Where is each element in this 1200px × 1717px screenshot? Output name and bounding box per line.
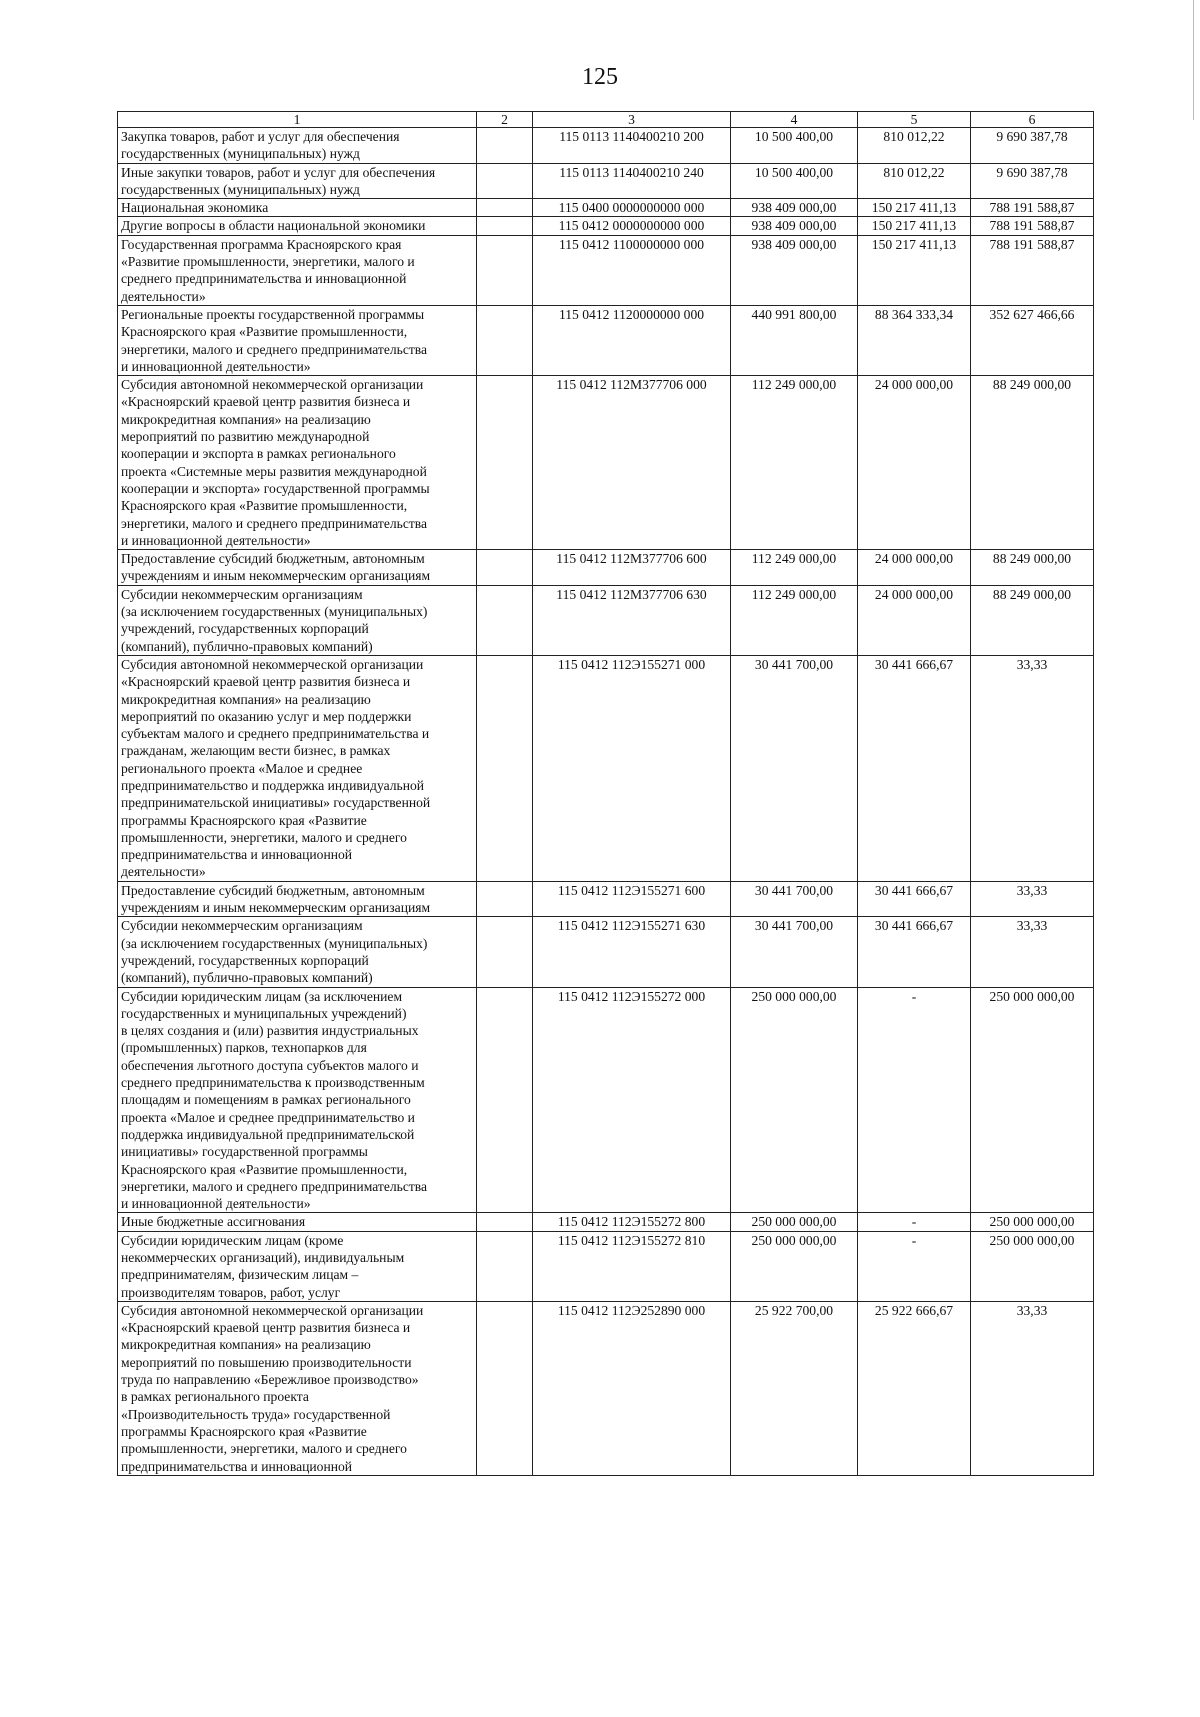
row-amount-remaining: 9 690 387,78: [971, 163, 1094, 199]
row-name-line: (компаний), публично-правовых компаний): [121, 970, 373, 986]
row-code-cell: 115 0412 112Э155271 600: [533, 881, 731, 917]
row-name-line: деятельности»: [121, 288, 206, 304]
row-name-line: среднего предпринимательства и инновационной: [121, 271, 407, 287]
row-amount-remaining: 250 000 000,00: [971, 1213, 1094, 1231]
row-name-cell: [118, 987, 477, 1213]
row-amount-executed: 25 922 666,67: [858, 1301, 971, 1475]
row-name-line: регионального проекта «Малое и среднее: [121, 760, 363, 776]
row-name-line: обеспечения льготного доступа субъектов малого и: [121, 1057, 419, 1073]
row-name-cell: [118, 376, 477, 550]
row-name-line: (за исключением государственных (муниципальных): [121, 604, 428, 620]
row-name-line: государственных (муниципальных) нужд: [121, 146, 360, 162]
row-name-line: Иные закупки товаров, работ и услуг для обеспечения: [121, 164, 436, 180]
row-name-line: предпринимательства и инновационной: [121, 847, 353, 863]
header-cell: 4: [731, 112, 858, 128]
row-name-line: некоммерческих организаций), индивидуальным: [121, 1250, 405, 1265]
row-name-cell: [118, 585, 477, 655]
row-name-cell: [118, 163, 477, 199]
row-name-line: среднего предпринимательства к производственным: [121, 1075, 425, 1091]
row-name-line: Красноярского края «Развитие промышленности,: [121, 1161, 408, 1177]
row-name-line: Иные бюджетные ассигнования: [121, 1214, 306, 1230]
row-code-cell: 115 0113 1140400210 200: [533, 128, 731, 164]
row-col2-cell: [477, 917, 533, 987]
row-name-line: Красноярского края «Развитие промышленности,: [121, 498, 408, 514]
row-name-line: «Красноярский краевой центр развития бизнеса и: [121, 1320, 411, 1336]
row-name-line: энергетики, малого и среднего предпринимательства: [121, 1178, 428, 1194]
header-cell: 2: [477, 112, 533, 128]
row-name-line: проекта «Системные меры развития международной: [121, 463, 427, 479]
budget-table: [117, 111, 1094, 1476]
header-cell: 3: [533, 112, 731, 128]
row-amount-executed: 88 364 333,34: [858, 305, 971, 375]
row-amount-remaining: 250 000 000,00: [971, 987, 1094, 1213]
row-amount-planned: 30 441 700,00: [731, 881, 858, 917]
row-name-line: инициативы» государственной программы: [121, 1144, 368, 1160]
row-name-line: программы Красноярского края «Развитие: [121, 812, 367, 828]
row-name-line: промышленности, энергетики, малого и среднего: [121, 1441, 407, 1457]
row-name-line: энергетики, малого и среднего предпринимательства: [121, 341, 428, 357]
row-code-cell: 115 0412 112М377706 600: [533, 550, 731, 586]
row-name-line: предпринимательства и инновационной: [121, 1458, 353, 1474]
row-name-line: и инновационной деятельности»: [121, 1196, 311, 1212]
row-col2-cell: [477, 987, 533, 1213]
table-row: [118, 917, 1094, 987]
row-amount-remaining: 88 249 000,00: [971, 550, 1094, 586]
row-amount-planned: 250 000 000,00: [731, 1213, 858, 1231]
row-code-cell: 115 0400 0000000000 000: [533, 199, 731, 217]
row-code-cell: 115 0412 112М377706 000: [533, 376, 731, 550]
row-name-line: учреждений, государственных корпораций: [121, 621, 369, 637]
row-name-cell: [118, 1213, 477, 1231]
row-name-cell: [118, 1231, 477, 1301]
row-amount-executed: -: [858, 987, 971, 1213]
table-row: [118, 585, 1094, 655]
row-name-line: Субсидия автономной некоммерческой организации: [121, 377, 424, 393]
row-amount-planned: 938 409 000,00: [731, 217, 858, 235]
row-name-line: Субсидия автономной некоммерческой организации: [121, 1302, 424, 1318]
row-code-cell: 115 0412 112Э252890 000: [533, 1301, 731, 1475]
row-amount-planned: 10 500 400,00: [731, 163, 858, 199]
row-col2-cell: [477, 1213, 533, 1231]
row-amount-remaining: 250 000 000,00: [971, 1231, 1094, 1301]
row-amount-executed: 810 012,22: [858, 128, 971, 164]
row-amount-executed: 24 000 000,00: [858, 376, 971, 550]
row-name-line: программы Красноярского края «Развитие: [121, 1423, 367, 1439]
row-name-line: предпринимательской инициативы» государственной: [121, 795, 431, 811]
row-amount-remaining: 88 249 000,00: [971, 376, 1094, 550]
row-name-line: государственных и муниципальных учреждений): [121, 1005, 407, 1021]
row-amount-executed: 150 217 411,13: [858, 199, 971, 217]
row-name-line: деятельности»: [121, 864, 206, 880]
table-row: [118, 376, 1094, 550]
row-name-line: учреждениям и иным некоммерческим организациям: [121, 900, 431, 916]
row-name-line: мероприятий по повышению производительности: [121, 1354, 412, 1370]
row-amount-planned: 250 000 000,00: [731, 1231, 858, 1301]
row-name-cell: [118, 655, 477, 881]
row-name-line: микрокредитная компания» на реализацию: [121, 1337, 371, 1353]
row-name-line: в рамках регионального проекта: [121, 1389, 309, 1405]
row-name-line: кооперации и экспорта в рамках регионального: [121, 446, 396, 462]
row-name-line: и инновационной деятельности»: [121, 358, 311, 374]
row-name-cell: [118, 305, 477, 375]
row-amount-executed: 30 441 666,67: [858, 881, 971, 917]
row-name-line: площадям и помещениям в рамках регионального: [121, 1092, 411, 1108]
table-row: [118, 1213, 1094, 1231]
row-col2-cell: [477, 217, 533, 235]
row-amount-executed: 30 441 666,67: [858, 655, 971, 881]
row-col2-cell: [477, 128, 533, 164]
row-amount-planned: 440 991 800,00: [731, 305, 858, 375]
row-col2-cell: [477, 235, 533, 305]
row-name-line: мероприятий по развитию международной: [121, 429, 370, 445]
row-col2-cell: [477, 881, 533, 917]
row-name-line: предпринимателям, физическим лицам –: [121, 1267, 359, 1283]
row-amount-planned: 938 409 000,00: [731, 199, 858, 217]
row-amount-planned: 25 922 700,00: [731, 1301, 858, 1475]
row-col2-cell: [477, 550, 533, 586]
row-name-line: гражданам, желающим вести бизнес, в рамках: [121, 743, 391, 759]
table-header-row: [118, 112, 1094, 128]
row-amount-remaining: 788 191 588,87: [971, 235, 1094, 305]
row-name-line: промышленности, энергетики, малого и среднего: [121, 829, 407, 845]
row-name-line: Региональные проекты государственной программы: [121, 306, 425, 322]
row-amount-planned: 112 249 000,00: [731, 550, 858, 586]
row-name-line: поддержка индивидуальной предпринимательской: [121, 1126, 415, 1142]
row-amount-remaining: 33,33: [971, 655, 1094, 881]
row-amount-executed: -: [858, 1231, 971, 1301]
row-name-line: Субсидии юридическим лицам (за исключением: [121, 988, 403, 1004]
row-name-line: (за исключением государственных (муниципальных): [121, 935, 428, 951]
row-name-line: Субсидия автономной некоммерческой организации: [121, 656, 424, 672]
table-row: [118, 987, 1094, 1213]
row-amount-executed: 810 012,22: [858, 163, 971, 199]
row-code-cell: 115 0412 1100000000 000: [533, 235, 731, 305]
row-name-line: Закупка товаров, работ и услуг для обеспечения: [121, 129, 400, 144]
table-row: [118, 235, 1094, 305]
row-col2-cell: [477, 585, 533, 655]
row-name-line: Предоставление субсидий бюджетным, автономным: [121, 882, 425, 898]
row-code-cell: 115 0412 112Э155272 800: [533, 1213, 731, 1231]
row-amount-executed: 24 000 000,00: [858, 550, 971, 586]
row-name-line: (промышленных) парков, технопарков для: [121, 1040, 367, 1056]
table-row: [118, 217, 1094, 235]
table-row: [118, 128, 1094, 164]
table-row: [118, 305, 1094, 375]
row-name-cell: [118, 550, 477, 586]
row-amount-remaining: 88 249 000,00: [971, 585, 1094, 655]
row-name-cell: [118, 217, 477, 235]
row-name-line: учреждений, государственных корпораций: [121, 952, 369, 968]
row-name-line: (компаний), публично-правовых компаний): [121, 638, 373, 654]
row-col2-cell: [477, 655, 533, 881]
row-amount-executed: 150 217 411,13: [858, 217, 971, 235]
row-amount-remaining: 33,33: [971, 881, 1094, 917]
row-name-line: «Развитие промышленности, энергетики, малого и: [121, 254, 415, 270]
row-name-line: труда по направлению «Бережливое производство»: [121, 1372, 419, 1388]
row-name-line: предпринимательство и поддержка индивидуальной: [121, 777, 425, 793]
header-cell: 6: [971, 112, 1094, 128]
row-name-line: кооперации и экспорта» государственной программы: [121, 480, 430, 496]
row-amount-planned: 30 441 700,00: [731, 917, 858, 987]
row-col2-cell: [477, 1231, 533, 1301]
row-name-line: «Красноярский краевой центр развития бизнеса и: [121, 674, 411, 690]
row-amount-remaining: 33,33: [971, 917, 1094, 987]
row-amount-planned: 30 441 700,00: [731, 655, 858, 881]
table-row: [118, 199, 1094, 217]
scan-edge-line: [1193, 0, 1194, 120]
row-amount-planned: 250 000 000,00: [731, 987, 858, 1213]
row-name-line: микрокредитная компания» на реализацию: [121, 411, 371, 427]
row-code-cell: 115 0412 1120000000 000: [533, 305, 731, 375]
row-col2-cell: [477, 1301, 533, 1475]
row-amount-executed: -: [858, 1213, 971, 1231]
row-name-line: мероприятий по оказанию услуг и мер поддержки: [121, 708, 412, 724]
row-name-cell: [118, 128, 477, 164]
row-amount-planned: 10 500 400,00: [731, 128, 858, 164]
row-amount-remaining: 33,33: [971, 1301, 1094, 1475]
row-name-line: учреждениям и иным некоммерческим организациям: [121, 568, 431, 584]
row-name-cell: [118, 235, 477, 305]
row-code-cell: 115 0412 112Э155272 810: [533, 1231, 731, 1301]
header-cell: 5: [858, 112, 971, 128]
row-name-line: Государственная программа Красноярского края: [121, 236, 402, 252]
row-col2-cell: [477, 305, 533, 375]
row-name-line: энергетики, малого и среднего предпринимательства: [121, 515, 428, 531]
row-amount-remaining: 788 191 588,87: [971, 199, 1094, 217]
header-cell: 1: [118, 112, 477, 128]
row-name-line: Субсидии некоммерческим организациям: [121, 586, 363, 602]
row-amount-executed: 30 441 666,67: [858, 917, 971, 987]
row-name-line: «Красноярский краевой центр развития бизнеса и: [121, 394, 411, 410]
row-code-cell: 115 0412 112Э155271 630: [533, 917, 731, 987]
row-amount-planned: 938 409 000,00: [731, 235, 858, 305]
row-amount-executed: 24 000 000,00: [858, 585, 971, 655]
row-name-line: Другие вопросы в области национальной экономики: [121, 218, 426, 234]
row-amount-planned: 112 249 000,00: [731, 376, 858, 550]
table-row: [118, 550, 1094, 586]
row-name-line: «Производительность труда» государственной: [121, 1406, 391, 1422]
row-name-line: производителям товаров, работ, услуг: [121, 1284, 341, 1300]
page-number: 125: [582, 64, 618, 90]
row-name-line: микрокредитная компания» на реализацию: [121, 691, 371, 707]
row-name-line: в целях создания и (или) развития индустриальных: [121, 1023, 419, 1039]
row-name-line: Субсидии юридическим лицам (кроме: [121, 1232, 344, 1248]
table-row: [118, 163, 1094, 199]
row-name-cell: [118, 1301, 477, 1475]
row-col2-cell: [477, 163, 533, 199]
row-name-line: субъектам малого и среднего предпринимательства и: [121, 726, 430, 742]
row-name-cell: [118, 917, 477, 987]
row-code-cell: 115 0412 112Э155271 000: [533, 655, 731, 881]
table-row: [118, 881, 1094, 917]
row-name-cell: [118, 199, 477, 217]
row-name-line: проекта «Малое и среднее предпринимательство и: [121, 1109, 415, 1125]
row-code-cell: 115 0412 112Э155272 000: [533, 987, 731, 1213]
row-amount-executed: 150 217 411,13: [858, 235, 971, 305]
row-name-line: государственных (муниципальных) нужд: [121, 181, 360, 197]
table-row: [118, 655, 1094, 881]
row-col2-cell: [477, 199, 533, 217]
row-name-line: Национальная экономика: [121, 200, 269, 216]
row-name-cell: [118, 881, 477, 917]
row-amount-remaining: 352 627 466,66: [971, 305, 1094, 375]
row-name-line: Предоставление субсидий бюджетным, автономным: [121, 551, 425, 567]
table-row: [118, 1301, 1094, 1475]
row-name-line: Субсидии некоммерческим организациям: [121, 918, 363, 934]
row-amount-remaining: 9 690 387,78: [971, 128, 1094, 164]
row-name-line: Красноярского края «Развитие промышленности,: [121, 324, 408, 340]
row-code-cell: 115 0412 0000000000 000: [533, 217, 731, 235]
row-amount-remaining: 788 191 588,87: [971, 217, 1094, 235]
row-code-cell: 115 0412 112М377706 630: [533, 585, 731, 655]
row-code-cell: 115 0113 1140400210 240: [533, 163, 731, 199]
table-row: [118, 1231, 1094, 1301]
row-col2-cell: [477, 376, 533, 550]
row-amount-planned: 112 249 000,00: [731, 585, 858, 655]
row-name-line: и инновационной деятельности»: [121, 532, 311, 548]
